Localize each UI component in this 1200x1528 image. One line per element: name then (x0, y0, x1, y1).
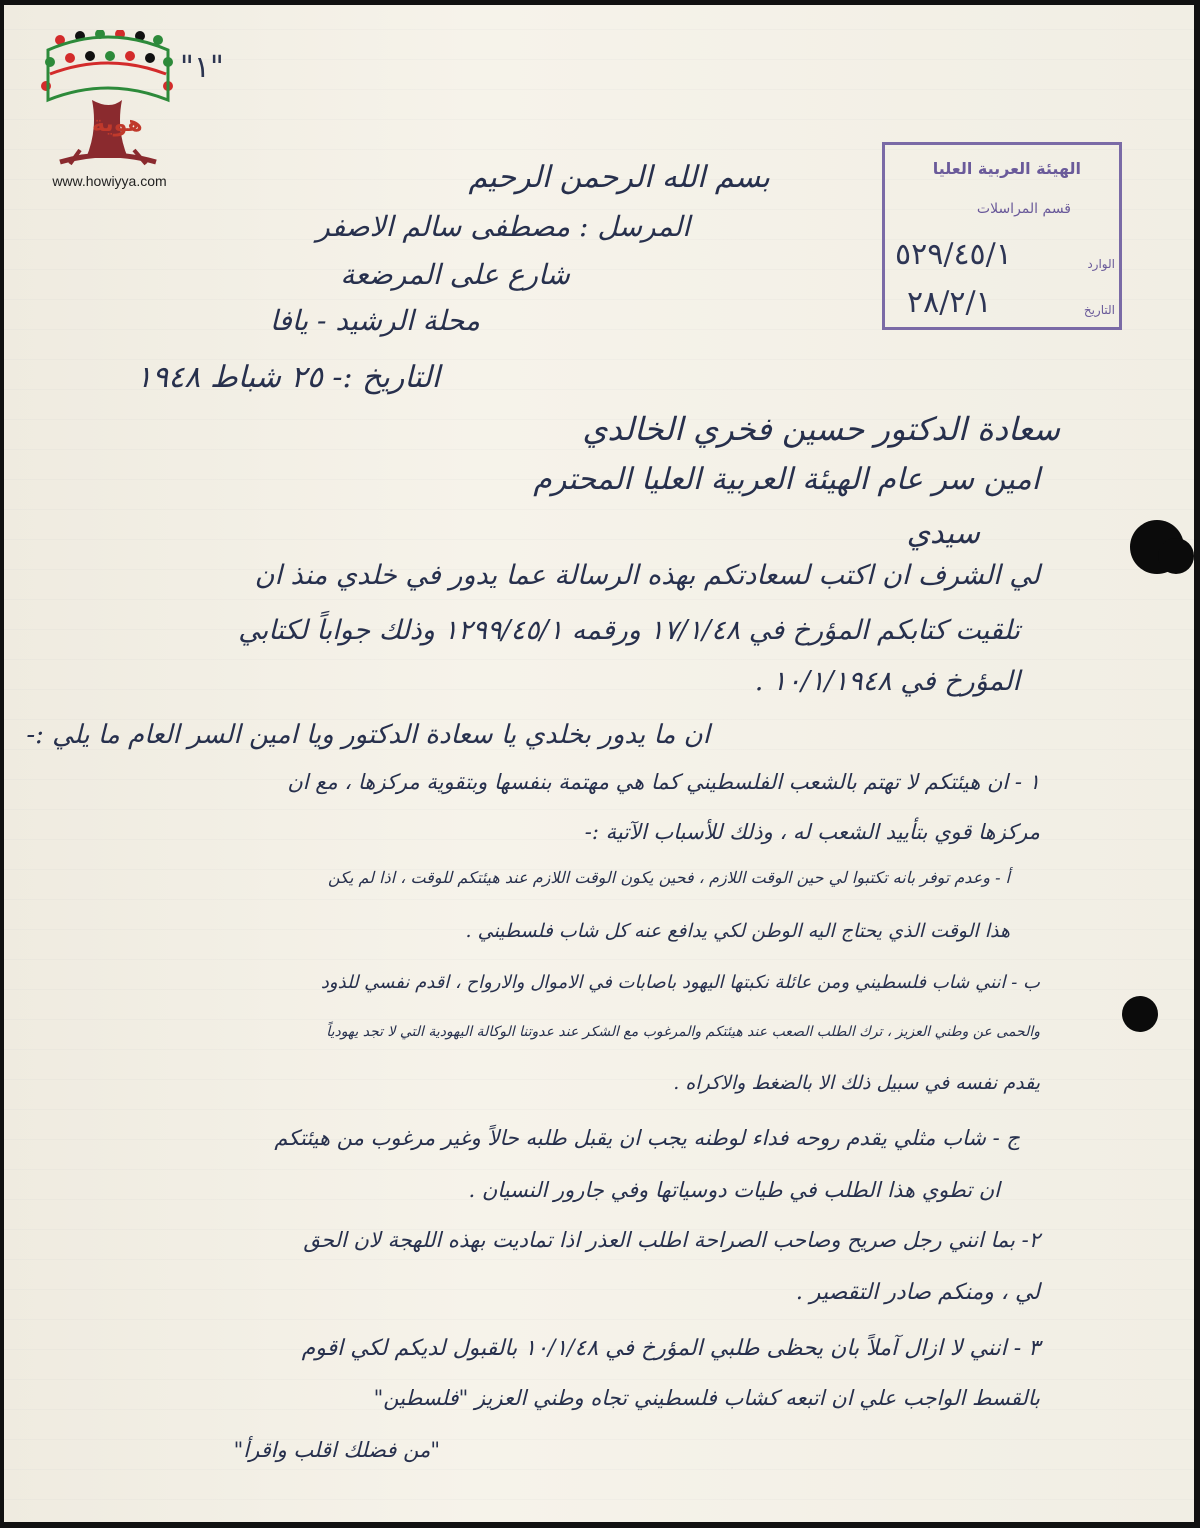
body-line: أ - وعدم توفر بانه تكتبوا لي حين الوقت اللازم ، فحين يكون الوقت اللازم عند هيئتكم للوقت ، اذا لم يكن (327, 868, 1010, 887)
body-line: ان ما يدور بخلدي يا سعادة الدكتور ويا امين السر العام ما يلي :- (26, 720, 710, 750)
website-url[interactable]: www.howiyya.com (52, 173, 167, 189)
body-line: ج - شاب مثلي يقدم روحه فداء لوطنه يجب ان يقبل طلبه حالاً وغير مرغوب من هيئتكم (274, 1126, 1020, 1150)
scan-edge-bottom (0, 1522, 1200, 1528)
stamp-title: الهيئة العربية العليا (932, 159, 1081, 178)
stamp-date-label: التاريخ (1083, 303, 1115, 317)
body-line: بالقسط الواجب علي ان اتبعه كشاب فلسطيني تجاه وطني العزيز "فلسطين" (373, 1386, 1040, 1410)
body-line: تلقيت كتابكم المؤرخ في ١٧/١/٤٨ ورقمه ١٢٩٩/٤٥/١ وذلك جواباً لكتابي (238, 615, 1020, 646)
body-line: ب - انني شاب فلسطيني ومن عائلة نكبتها اليهود باصابات في الاموال والارواح ، اقدم نفسي للذود (320, 972, 1040, 993)
scan-edge-right (1194, 0, 1200, 1528)
sender-district: محلة الرشيد - يافا (269, 304, 480, 337)
stamp-date-value: ٢٨/٢/١ (907, 285, 992, 320)
body-line: مركزها قوي بتأييد الشعب له ، وذلك للأسباب الآتية :- (584, 820, 1040, 844)
body-line: ان تطوي هذا الطلب في طيات دوسياتها وفي جارور النسيان . (468, 1178, 1000, 1202)
punch-hole-top-small (1158, 538, 1194, 574)
body-line: ١ - ان هيئتكم لا تهتم بالشعب الفلسطيني كما هي مهتمة بنفسها وبتقوية مركزها ، مع ان (287, 770, 1040, 794)
scan-edge-top (0, 0, 1200, 5)
body-line: يقدم نفسه في سبيل ذلك الا بالضغط والاكراه . (673, 1072, 1040, 1094)
page-number: "١" (180, 50, 224, 85)
body-line: والحمى عن وطني العزيز ، ترك الطلب الصعب عند هيئتكم والمرغوب مع الشكر عند عدوتنا الوكالة اليهودية التي لا تجد يهودياً (326, 1024, 1040, 1040)
logo-wordmark: هوية (92, 112, 143, 137)
tree-of-people-logo-icon (40, 30, 175, 170)
sender-street: شارع على المرضعة (340, 258, 570, 291)
received-stamp (882, 142, 1122, 330)
scan-edge-left (0, 0, 4, 1528)
body-line: ٢- بما انني رجل صريح وصاحب الصراحة اطلب العذر اذا تماديت بهذه اللهجة لان الحق (303, 1228, 1040, 1252)
sender-name: المرسل : مصطفى سالم الاصفر (316, 210, 690, 243)
addressee: سعادة الدكتور حسين فخري الخالدي (582, 410, 1060, 448)
body-line: لي ، ومنكم صادر التقصير . (795, 1280, 1040, 1305)
body-line: هذا الوقت الذي يحتاج اليه الوطن لكي يدافع عنه كل شاب فلسطيني . (465, 920, 1010, 942)
stamp-incoming-value: ٥٢٩/٤٥/١ (895, 237, 1012, 272)
body-line: المؤرخ في ١٠/١/١٩٤٨ . (754, 666, 1020, 697)
turn-over-note: "من فضلك اقلب واقرأ" (233, 1438, 440, 1462)
salutation: سيدي (906, 516, 980, 551)
letter-date: التاريخ :- ٢٥ شباط ١٩٤٨ (135, 360, 440, 395)
body-line: لي الشرف ان اكتب لسعادتكم بهذه الرسالة عما يدور في خلدي منذ ان (254, 560, 1040, 591)
basmala: بسم الله الرحمن الرحيم (468, 160, 770, 195)
howiyya-logo[interactable] (22, 30, 172, 195)
punch-hole-middle (1122, 996, 1158, 1032)
addressee-title: امين سر عام الهيئة العربية العليا المحترم (533, 462, 1040, 497)
body-line: ٣ - انني لا ازال آملاً بان يحظى طلبي المؤرخ في ١٠/١/٤٨ بالقبول لديكم لكي اقوم (301, 1336, 1040, 1361)
stamp-incoming-label: الوارد (1087, 257, 1115, 271)
stamp-department: قسم المراسلات (976, 201, 1071, 217)
